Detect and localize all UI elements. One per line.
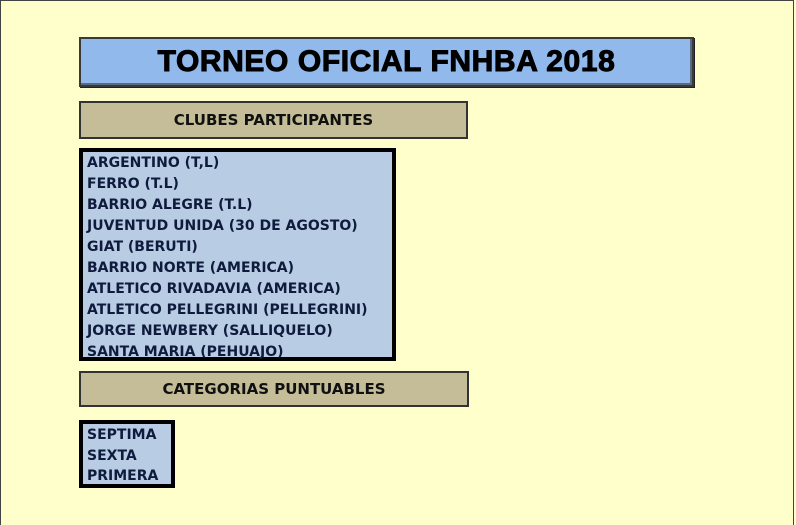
club-item: JORGE NEWBERY (SALLIQUELO) [87, 323, 333, 339]
club-item: BARRIO NORTE (AMERICA) [87, 260, 295, 276]
club-item: BARRIO ALEGRE (T.L) [87, 197, 253, 213]
categories-header: CATEGORIAS PUNTUABLES [79, 371, 469, 407]
clubs-header: CLUBES PARTICIPANTES [79, 101, 468, 139]
club-item: ARGENTINO (T,L) [87, 155, 220, 171]
club-item: ATLETICO RIVADAVIA (AMERICA) [87, 281, 341, 297]
club-item: SANTA MARIA (PEHUAJO) [87, 344, 284, 360]
tournament-title-box [79, 37, 694, 87]
clubs-list [79, 148, 396, 361]
club-item: ATLETICO PELLEGRINI (PELLEGRINI) [87, 302, 368, 318]
club-item: FERRO (T.L) [87, 176, 179, 192]
tournament-title: TORNEO OFICIAL FNHBA 2018 [157, 45, 616, 78]
category-item: SEXTA [87, 447, 137, 464]
categories-list [79, 420, 175, 488]
club-item: JUVENTUD UNIDA (30 DE AGOSTO) [87, 218, 358, 234]
category-item: PRIMERA [87, 468, 159, 484]
club-item: GIAT (BERUTI) [87, 239, 198, 255]
category-item: SEPTIMA [87, 427, 157, 443]
